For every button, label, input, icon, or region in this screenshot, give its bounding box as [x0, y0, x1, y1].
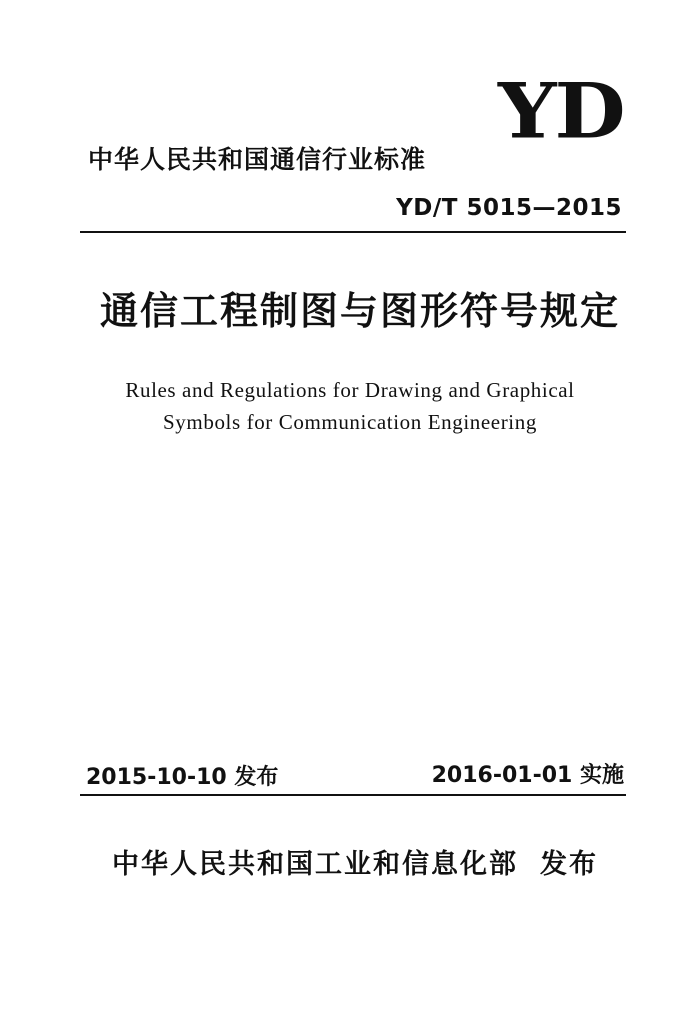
title-chinese: 通信工程制图与图形符号规定 [100, 288, 621, 333]
title-english-line-2: Symbols for Communication Engineering [163, 410, 537, 434]
release-date: 2015-10-10 发布 [86, 765, 279, 790]
standard-category: 中华人民共和国通信行业标准 [88, 145, 427, 174]
publish-label: 发布 [540, 849, 598, 880]
publisher-name: 中华人民共和国工业和信息化部 [112, 849, 518, 880]
top-divider [80, 231, 626, 233]
effective-date: 2016-01-01 实施 [431, 763, 624, 788]
standard-number: YD/T 5015—2015 [396, 195, 622, 221]
yd-logo: YD [498, 67, 624, 156]
title-english-line-1: Rules and Regulations for Drawing and Graphical [125, 378, 575, 402]
bottom-divider [80, 794, 626, 796]
